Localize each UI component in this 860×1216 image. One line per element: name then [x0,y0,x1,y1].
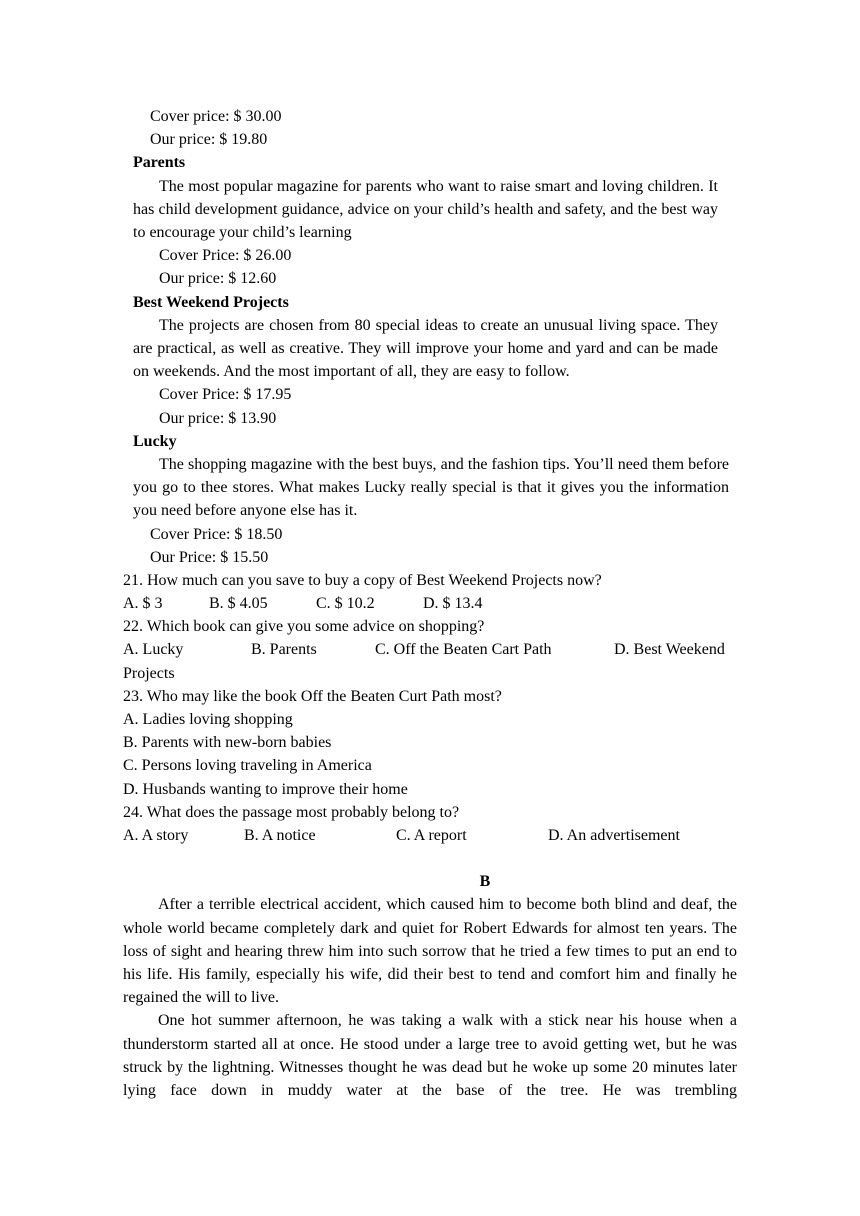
option-d: D. Husbands wanting to improve their home [123,780,408,798]
question-21: 21. How much can you save to buy a copy of Best Weekend Projects now? [123,571,602,589]
cover-price: Cover price: $ 30.00 [150,108,282,125]
option-b: B. A notice [244,826,316,844]
option-d-continuation: Projects [123,664,175,682]
option-c: C. A report [396,826,467,844]
question-24: 24. What does the passage most probably belong to? [123,803,460,821]
option-a: A. Lucky [123,641,184,659]
option-d: D. $ 13.4 [423,595,483,613]
section-heading: B [479,873,491,891]
document-page [0,105,860,1102]
magazine-title-lucky: Lucky [133,432,177,450]
question-22: 22. Which book can give you some advice on shopping? [123,618,485,636]
option-c: C. Persons loving traveling in America [123,757,372,775]
passage-paragraph: One hot summer afternoon, he was taking a walk with a stick near his house when a thunderstorm started all at once. He stood under a large tree to avoid getting wet, but he was struck by the lightning. Witnesses thought he was dead but he woke up some 20 minutes later lying face down in muddy water at the base of the tree. He was trembling [123,1012,737,1099]
option-d: D. Best Weekend [614,641,725,659]
cover-price: Cover Price: $ 26.00 [159,247,292,265]
our-price: Our price: $ 19.80 [150,131,268,149]
magazine-title-best-weekend-projects: Best Weekend Projects [133,293,289,311]
option-a: A. A story [123,826,189,844]
option-a: A. Ladies loving shopping [123,711,293,729]
our-price: Our price: $ 13.90 [159,409,277,427]
magazine-description-lucky: The shopping magazine with the best buys, and the fashion tips. You’ll need them before you go to thee stores. What makes Lucky really special is that it gives you the information you need before anyone else has it. [133,455,729,520]
cover-price: Cover Price: $ 18.50 [150,525,283,543]
option-d: D. An advertisement [548,826,680,844]
option-b: B. $ 4.05 [209,595,268,613]
magazine-description-best-weekend-projects: The projects are chosen from 80 special ideas to create an unusual living space. They are practical, as well as creative. They will improve your home and yard and can be made on weekends. And the most important of all, they are easy to follow. [133,316,718,381]
question-21-options [0,592,860,615]
passage-paragraph: After a terrible electrical accident, which caused him to become both blind and deaf, the whole world became completely dark and quiet for Robert Edwards for almost ten years. The loss of sight and hearing threw him into such sorrow that he tried a few times to put an end to his life. His family, especially his wife, did their best to tend and comfort him and finally he regained the will to live. [123,896,737,1007]
option-c: C. Off the Beaten Cart Path [375,641,552,659]
option-a: A. $ 3 [123,595,163,613]
magazine-description-parents: The most popular magazine for parents who want to raise smart and loving children. It has child development guidance, advice on your child’s health and safety, and the best way to encourage your child’s learning [133,177,718,241]
option-b: B. Parents [251,641,317,659]
option-b: B. Parents with new-born babies [123,734,332,752]
our-price: Our Price: $ 15.50 [150,548,269,566]
our-price: Our price: $ 12.60 [159,270,277,288]
magazine-title-parents: Parents [133,154,186,172]
cover-price: Cover Price: $ 17.95 [159,386,292,404]
question-22-options [0,638,860,661]
option-c: C. $ 10.2 [316,595,375,613]
question-24-options [0,824,860,847]
question-23: 23. Who may like the book Off the Beaten Curt Path most? [123,687,502,705]
